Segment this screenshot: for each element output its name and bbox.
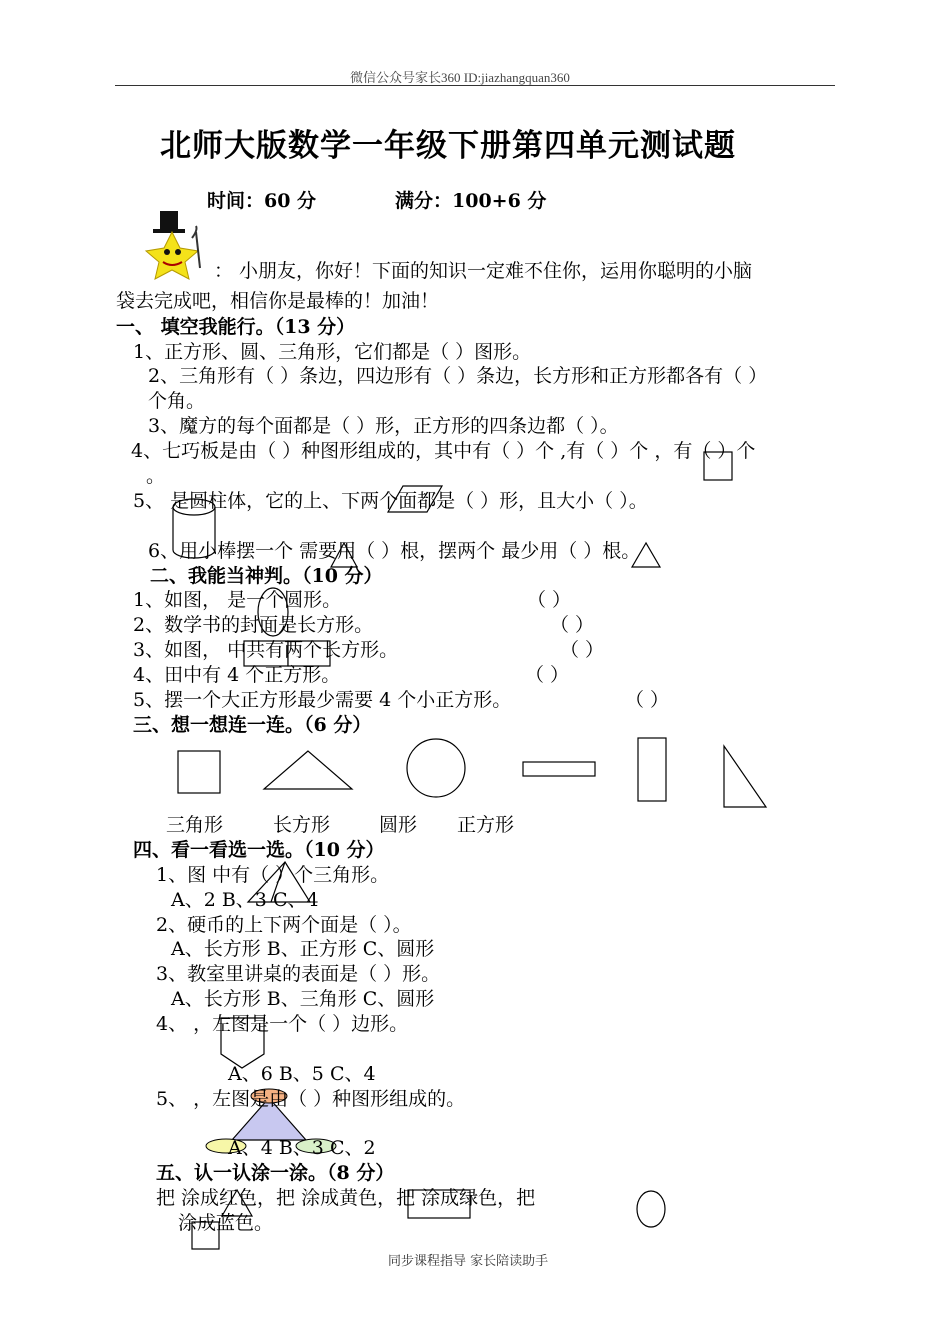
section-2-q2: 2、数学书的封面是长方形。 [133,614,374,636]
right-triangle-shape [724,746,766,807]
star-mascot-icon [146,211,200,279]
section-4-q4-options: A、6 B、5 C、4 [228,1063,376,1085]
section-4-q5-options: A、4 B、3 C、2 [228,1137,376,1159]
page-footer: 同步课程指导 家长陪读助手 [388,1254,549,1269]
section-2-q4-answer[interactable]: （ ） [525,664,570,686]
full-score: 满分：100+6 分 [395,190,547,212]
circle-shape [407,739,465,797]
section-5-heading: 五、认一认涂一涂。（8 分） [156,1162,395,1184]
match-label-square: 正方形 [457,814,515,836]
section-1-heading: 一、 填空我能行。（13 分） [116,316,356,338]
section-2-q5: 5、摆一个大正方形最少需要 4 个小正方形。 [133,689,512,711]
section-2-q3: 3、如图， 中共有两个长方形。 [133,639,399,661]
section-1-q4b: 。 [146,465,166,487]
section-5-line-2: 涂成蓝色。 [178,1212,274,1234]
time-limit: 时间：60 分 [207,190,317,212]
triangle-shape [264,751,352,789]
section-2-q3-answer[interactable]: （ ） [560,639,605,661]
section-1-q2b: 个角。 [148,390,206,412]
section-1-q2a: 2、三角形有（ ）条边，四边形有（ ）条边，长方形和正方形都各有（ ） [148,365,768,387]
section-2-heading: 二、我能当神判。（10 分） [150,565,383,587]
match-label-rectangle: 长方形 [273,814,331,836]
section-4-q2-options: A、长方形 B、正方形 C、圆形 [171,938,435,960]
tall-rectangle-shape [638,738,666,801]
section-4-q3-options: A、长方形 B、三角形 C、圆形 [171,988,435,1010]
square-shape [178,751,220,793]
section-4-q3: 3、教室里讲桌的表面是（ ）形。 [156,963,441,985]
intro-line-2: 袋去完成吧，相信你是最棒的！加油！ [116,290,440,312]
intro-line-1: ： 小朋友，你好！下面的知识一定难不住你，运用你聪明的小脑 [214,260,753,282]
section-1-q4a: 4、七巧板是由（ ）种图形组成的，其中有（ ）个 ,有（ ）个 ，有（ ）个 [131,440,756,462]
section-1-q6: 6、用小棒摆一个 需要用（ ）根，摆两个 最少用（ ）根。 [148,540,641,562]
section-1-q3: 3、魔方的每个面都是（ ）形，正方形的四条边都（ ）。 [148,415,619,437]
section-2-q2-answer[interactable]: （ ） [550,614,595,636]
match-label-circle: 圆形 [379,814,418,836]
section-3-heading: 三、想一想连一连。（6 分） [133,714,372,736]
section-4-q1-options: A、2 B、3 C、4 [171,889,319,911]
section-2-q4: 4、田中有 4 个正方形。 [133,664,341,686]
match-label-triangle: 三角形 [166,814,224,836]
section-1-q5: 5、 是圆柱体，它的上、下两个面都是（ ）形，且大小（ ）。 [133,490,648,512]
section-4-q1: 1、图 中有（ ）个三角形。 [156,864,390,886]
section-4-heading: 四、看一看选一选。（10 分） [133,839,385,861]
section-2-q5-answer[interactable]: （ ） [625,689,670,711]
section-4-q4: 4、 ，左图是一个（ ）边形。 [156,1013,409,1035]
section-2-q1: 1、如图， 是一个圆形。 [133,589,342,611]
oval-icon [637,1191,665,1227]
page-title: 北师大版数学一年级下册第四单元测试题 [160,128,736,164]
long-rectangle-shape [523,762,595,776]
section-5-line-1: 把 涂成红色，把 涂成黄色，把 涂成绿色，把 [156,1187,536,1209]
section-4-q5: 5、 ，左图是由（ ）种图形组成的。 [156,1088,466,1110]
section-1-q1: 1、正方形、圆、三角形，它们都是（ ）图形。 [133,341,532,363]
section-4-q2: 2、硬币的上下两个面是（ ）。 [156,914,412,936]
page-header: 微信公众号家长360 ID:jiazhangquan360 [350,70,570,85]
section-2-q1-answer[interactable]: （ ） [527,589,572,611]
